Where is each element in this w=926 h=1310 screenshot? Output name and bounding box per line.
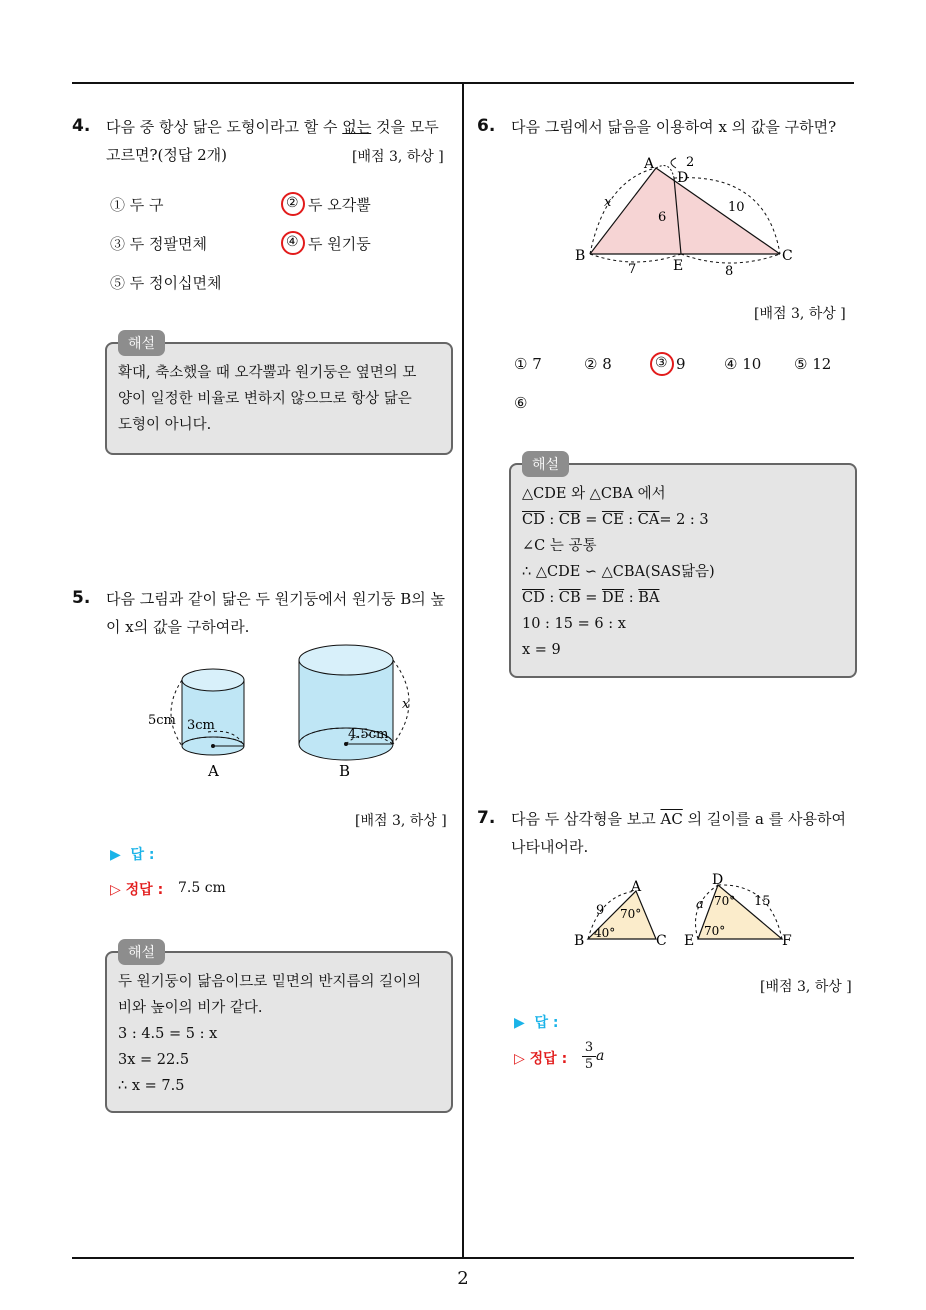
explanation-line: 10 : 15 = 6 : x <box>522 616 626 632</box>
explanation-line: ∴ △CDE ∽ △CBA(SAS닮음) <box>522 564 715 580</box>
length-6: 6 <box>658 210 667 225</box>
option-2[interactable]: ② 8 <box>584 355 612 373</box>
length-7: 7 <box>628 262 637 277</box>
vertex-e: E <box>673 258 684 274</box>
answer-field[interactable]: ▶ 답 : <box>514 1015 559 1031</box>
correct-answer-value: 7.5 cm <box>178 880 226 896</box>
vertex-d: D <box>712 872 724 888</box>
fraction-denominator: 5 <box>582 1056 596 1073</box>
length-2: 2 <box>686 155 695 170</box>
option-1[interactable]: ① 두 구 <box>110 196 164 214</box>
correct-answer-fraction <box>582 1040 596 1073</box>
option-5[interactable]: ⑤ 두 정이십면체 <box>110 274 222 292</box>
question-text-line2: 고르면?(정답 2개) <box>106 146 227 164</box>
angle-d: 70° <box>714 894 736 908</box>
angle-a: 70° <box>620 907 642 921</box>
cylinder-a-label: A <box>208 762 219 780</box>
explanation-tag: 해설 <box>118 330 165 356</box>
vertex-c: C <box>782 248 793 264</box>
angle-b: 40° <box>594 926 616 940</box>
answer-field[interactable]: ▶ 답 : <box>110 847 155 863</box>
explanation-line: ∠C 는 공통 <box>522 538 597 554</box>
option-3-mark: ③ <box>655 355 668 371</box>
explanation-line: ∴ x = 7.5 <box>118 1078 185 1094</box>
length-x: x <box>604 195 612 210</box>
page-number: 2 <box>457 1268 469 1289</box>
option-5[interactable]: ⑤ 12 <box>794 355 832 373</box>
bottom-rule <box>72 1257 854 1259</box>
column-divider <box>462 83 464 1258</box>
explanation-line: 비와 높이의 비가 같다. <box>118 1000 263 1016</box>
question-text-line1: 다음 두 삼각형을 보고 $\overline{AC}$ 의 길이를 a 를 사용하여 <box>511 810 846 828</box>
question-number: 7. <box>477 808 496 828</box>
vertex-a: A <box>644 156 655 172</box>
option-4-mark: ④ <box>286 234 299 250</box>
vertex-f: F <box>782 933 792 949</box>
question-text-line2: 나타내어라. <box>511 838 589 856</box>
vertex-d: D <box>677 170 689 186</box>
option-4[interactable]: ④ 10 <box>724 355 762 373</box>
side-a: a <box>696 897 704 912</box>
score-meta: [배점 3, 하상 ] <box>352 149 444 165</box>
question-number: 4. <box>72 116 91 136</box>
explanation-line: 3x = 22.5 <box>118 1052 190 1068</box>
cylinders-figure <box>140 640 430 790</box>
explanation-line: 3 : 4.5 = 5 : x <box>118 1026 218 1042</box>
fraction-variable: a <box>596 1048 605 1064</box>
question-text-line1: 다음 그림과 같이 닮은 두 원기둥에서 원기둥 B의 높 <box>106 590 445 608</box>
explanation-line: △CDE 와 △CBA 에서 <box>522 486 666 502</box>
explanation-line: 두 원기둥이 닮음이므로 밑면의 반지름의 길이의 <box>118 974 422 990</box>
explanation-tag: 해설 <box>118 939 165 965</box>
option-3[interactable]: ③ 두 정팔면체 <box>110 235 207 253</box>
vertex-a: A <box>631 879 642 895</box>
option-2-mark: ② <box>286 195 299 211</box>
vertex-b: B <box>575 248 586 264</box>
explanation-line: 확대, 축소했을 때 오각뿔과 원기둥은 옆면의 모 <box>118 365 417 381</box>
angle-e: 70° <box>704 924 726 938</box>
radius-label-a: 3cm <box>187 718 215 733</box>
cylinder-b-label: B <box>339 762 351 780</box>
length-10: 10 <box>728 200 745 215</box>
option-3[interactable]: 9 <box>676 355 686 373</box>
fraction-numerator: 3 <box>584 1040 594 1055</box>
side-15: 15 <box>754 894 771 909</box>
side-9: 9 <box>596 903 605 918</box>
correct-answer-label: ▷ 정답 : <box>514 1051 568 1067</box>
option-1[interactable]: ① 7 <box>514 355 542 373</box>
option-4[interactable]: 두 원기둥 <box>308 235 371 253</box>
height-label-b: x <box>402 697 410 712</box>
explanation-line: x = 9 <box>522 642 561 658</box>
question-text-line1: 다음 중 항상 닮은 도형이라고 할 수 없는 것을 모두 <box>106 118 439 136</box>
explanation-line: 도형이 아니다. <box>118 417 212 433</box>
triangle-figure <box>570 150 800 280</box>
vertex-b: B <box>574 933 585 949</box>
question-number: 6. <box>477 116 496 136</box>
explanation-line: 양이 일정한 비율로 변하지 않으므로 항상 닮은 <box>118 391 412 407</box>
vertex-e: E <box>684 933 695 949</box>
question-text-line1: 다음 그림에서 닮음을 이용하여 x 의 값을 구하면? <box>511 118 837 136</box>
question-text-line2: 이 x의 값을 구하여라. <box>106 618 250 636</box>
score-meta: [배점 3, 하상 ] <box>355 813 447 829</box>
score-meta: [배점 3, 하상 ] <box>754 306 846 322</box>
length-8: 8 <box>725 264 734 279</box>
explanation-line: $\overline{CD}$ : $\overline{CB} = \overline{DE}$ : $\overline{BA}$ <box>522 590 660 606</box>
explanation-tag: 해설 <box>522 451 569 477</box>
height-label-a: 5cm <box>148 713 176 728</box>
score-meta: [배점 3, 하상 ] <box>760 979 852 995</box>
two-triangles-figure <box>570 865 810 955</box>
question-number: 5. <box>72 588 91 608</box>
option-2[interactable]: 두 오각뿔 <box>308 196 371 214</box>
vertex-c: C <box>656 933 667 949</box>
option-6[interactable]: ⑥ <box>514 394 528 412</box>
explanation-line: $\overline{CD}$ : $\overline{CB} = \overline{CE}$ : $\overline{CA}= 2$ : 3 <box>522 512 709 528</box>
radius-label-b: 4.5cm <box>348 727 389 742</box>
correct-answer-label: ▷ 정답 : <box>110 882 164 898</box>
